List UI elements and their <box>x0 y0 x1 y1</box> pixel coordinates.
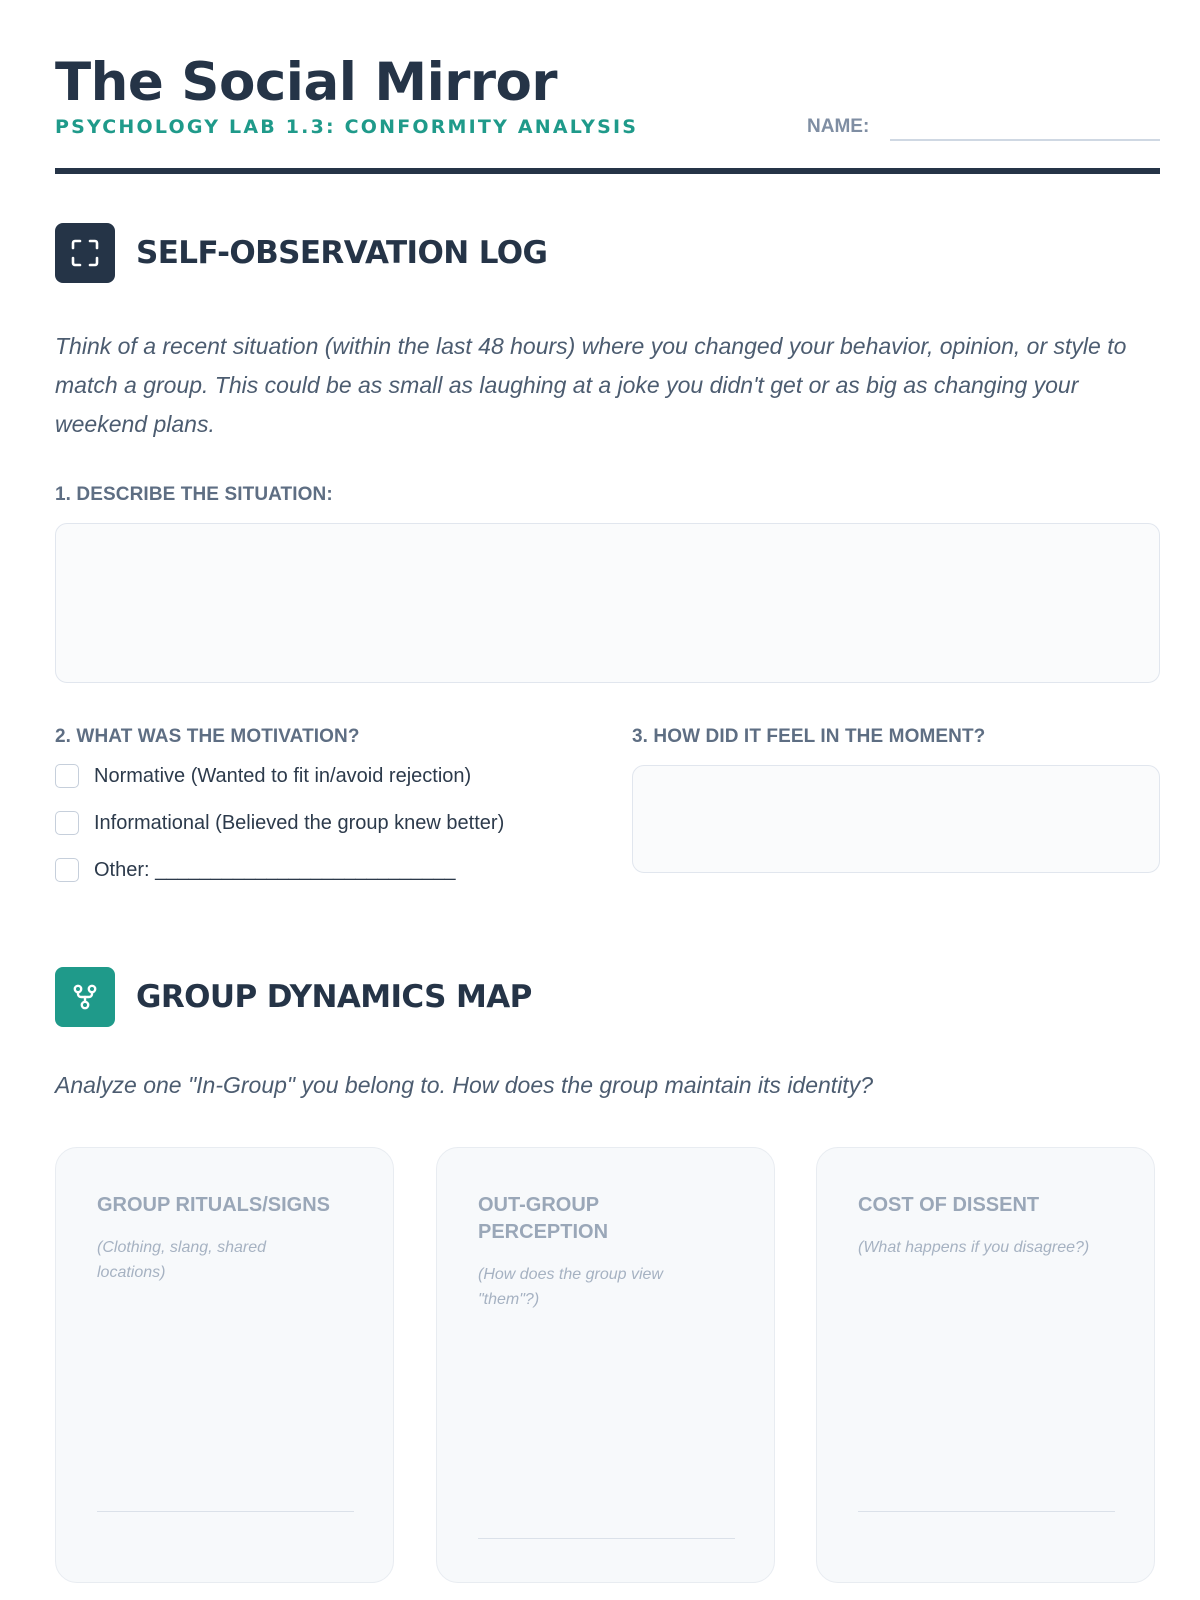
group-dynamics-intro: Analyze one "In-Group" you belong to. How does the group maintain its identity? <box>55 1072 873 1098</box>
question-2-label: 2. WHAT WAS THE MOTIVATION? <box>55 726 360 747</box>
name-input-line[interactable] <box>890 139 1160 141</box>
question-3-label: 3. HOW DID IT FEEL IN THE MOMENT? <box>632 726 986 747</box>
motivation-option[interactable] <box>55 858 455 882</box>
card-hint: (What happens if you disagree?) <box>858 1239 1090 1256</box>
checkbox[interactable] <box>55 764 79 788</box>
section-title: SELF-OBSERVATION LOG <box>136 235 548 271</box>
name-label: NAME: <box>807 116 870 137</box>
cost-of-dissent-card[interactable] <box>816 1147 1155 1583</box>
option-label: Other: ___________________________ <box>94 858 456 881</box>
checkbox[interactable] <box>55 858 79 882</box>
self-observation-heading <box>55 223 547 283</box>
card-hint: (Clothing, slang, shared locations) <box>97 1239 266 1281</box>
network-nodes-icon <box>55 967 115 1027</box>
motivation-option[interactable] <box>55 764 471 788</box>
card-title: COST OF DISSENT <box>858 1194 1040 1216</box>
card-answer-line[interactable] <box>858 1511 1115 1512</box>
option-label: Informational (Believed the group knew better) <box>94 811 505 834</box>
page-subtitle: PSYCHOLOGY LAB 1.3: CONFORMITY ANALYSIS <box>55 116 639 138</box>
out-group-perception-card[interactable] <box>436 1147 775 1583</box>
motivation-option[interactable] <box>55 811 504 835</box>
option-label: Normative (Wanted to fit in/avoid rejection) <box>94 764 472 787</box>
group-rituals-card[interactable] <box>55 1147 394 1583</box>
page-title: The Social Mirror <box>55 52 558 113</box>
group-dynamics-heading <box>55 967 532 1027</box>
worksheet-header <box>55 0 1145 176</box>
situation-answer-box[interactable] <box>55 523 1160 683</box>
card-answer-line[interactable] <box>97 1511 354 1512</box>
card-title: GROUP RITUALS/SIGNS <box>97 1194 330 1216</box>
focus-frame-icon <box>55 223 115 283</box>
header-divider <box>55 168 1160 174</box>
section-title: GROUP DYNAMICS MAP <box>136 979 532 1015</box>
card-title: OUT-GROUP PERCEPTION <box>478 1194 609 1243</box>
card-answer-line[interactable] <box>478 1538 735 1539</box>
card-hint: (How does the group view "them"?) <box>478 1266 663 1308</box>
self-observation-intro: Think of a recent situation (within the last 48 hours) where you changed your behavior, opinion, or style to match a group. This could be as small as laughing at a joke you didn't get or as big as changing your weekend plans. <box>55 333 1127 437</box>
question-1-label: 1. DESCRIBE THE SITUATION: <box>55 484 333 505</box>
checkbox[interactable] <box>55 811 79 835</box>
feeling-answer-box[interactable] <box>632 765 1160 873</box>
